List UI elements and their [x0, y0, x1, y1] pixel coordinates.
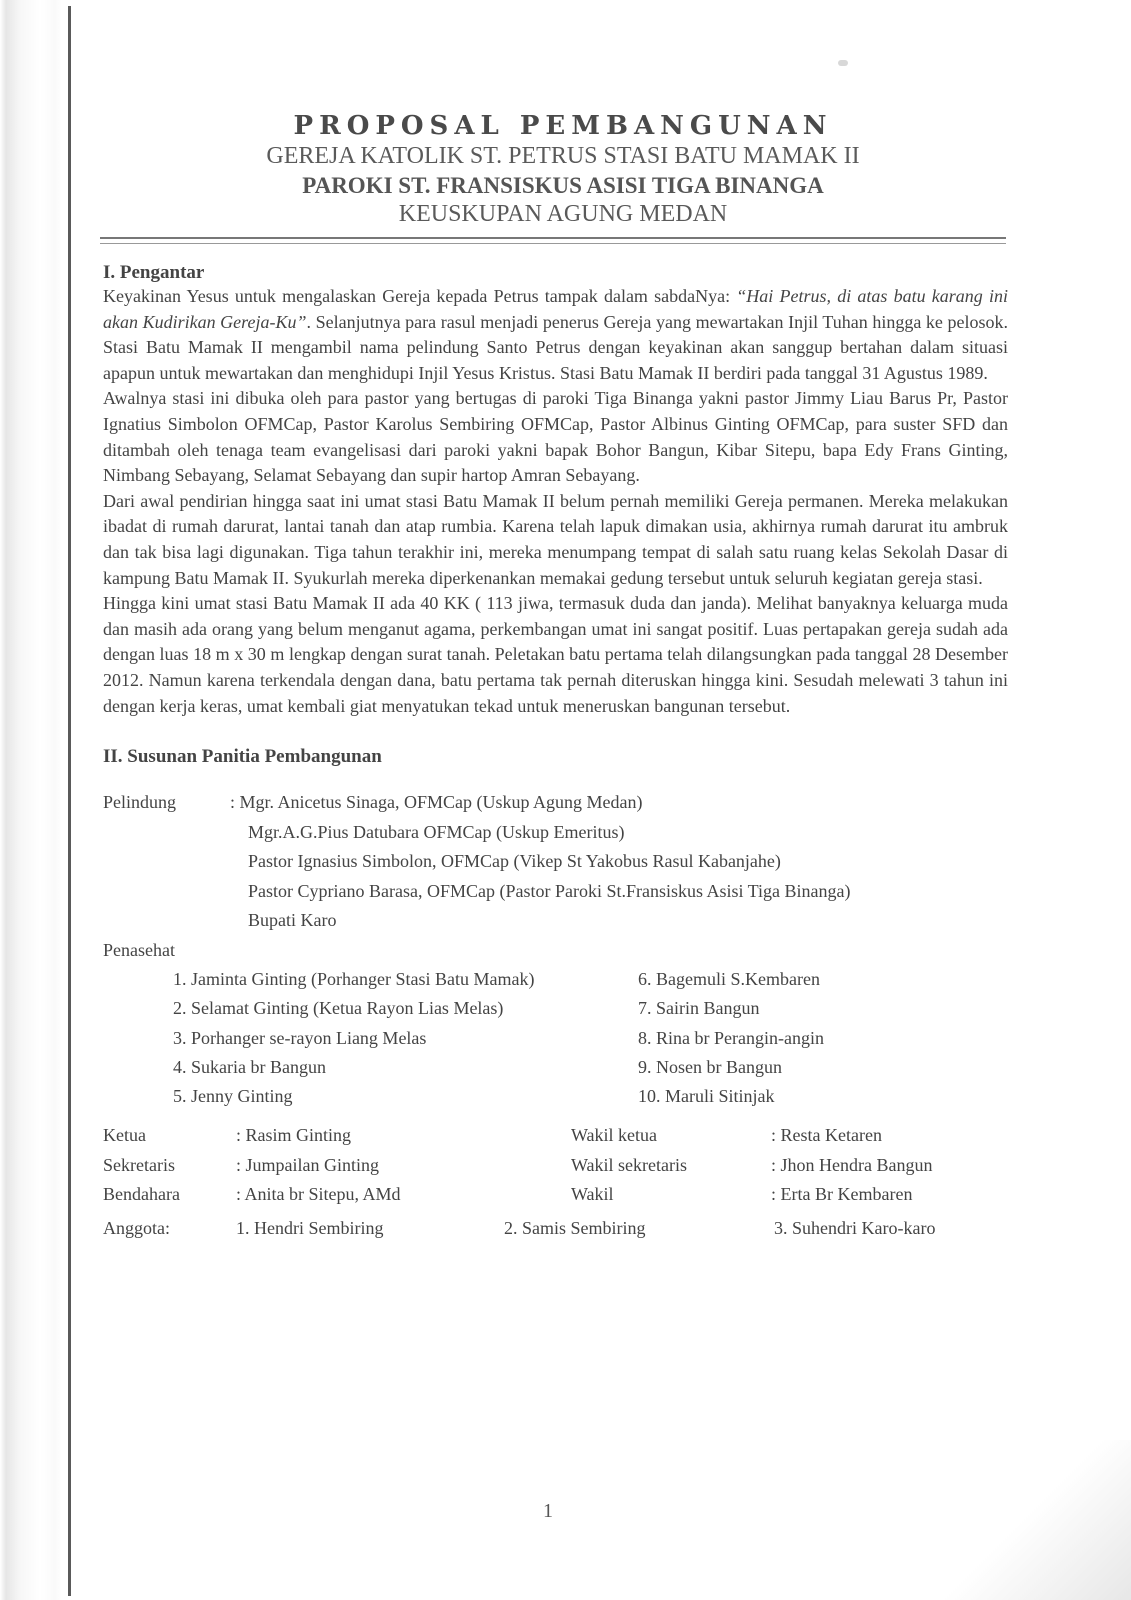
pelindung-block	[103, 788, 1008, 936]
pelindung-label: Pelindung	[103, 792, 177, 813]
pelindung-item: Pastor Cypriano Barasa, OFMCap (Pastor Paroki St.Fransiskus Asisi Tiga Binanga)	[248, 880, 851, 901]
section-heading-pengantar: I. Pengantar	[103, 262, 205, 283]
paragraph-1-text: Keyakinan Yesus untuk mengalaskan Gereja kepada Petrus tampak dalam sabdaNya:	[103, 286, 737, 306]
penasehat-item: 5. Jenny Ginting	[173, 1085, 293, 1106]
document-header	[98, 110, 1028, 229]
officer-label: Bendahara	[103, 1184, 180, 1205]
penasehat-item: 6. Bagemuli S.Kembaren	[638, 969, 820, 990]
pelindung-item: Bupati Karo	[248, 910, 337, 931]
penasehat-item: 7. Sairin Bangun	[638, 998, 760, 1019]
officers-table	[103, 1121, 1008, 1210]
penasehat-item: 9. Nosen br Bangun	[638, 1056, 782, 1077]
officer-label: Wakil sekretaris	[571, 1154, 688, 1175]
penasehat-item: 1. Jaminta Ginting (Porhanger Stasi Batu Mamak)	[173, 969, 535, 990]
paragraph-1-cont: . Selanjutnya para rasul menjadi penerus Gereja yang mewartakan Injil Tuhan hingga ke pelosok. Stasi Batu Mamak II mengambil nama pelindung Santo Petrus dengan keyakinan akan sanggup bertahan dalam situasi apapun untuk mewartakan dan menghidupi Injil Yesus Kristus. Stasi Batu Mamak II berdiri pada tanggal 31 Agustus 1989.	[103, 311, 1008, 383]
officer-value: : Resta Ketaren	[771, 1125, 882, 1146]
penasehat-item: 4. Sukaria br Bangun	[173, 1056, 326, 1077]
paragraph-3: Dari awal pendirian hingga saat ini umat stasi Batu Mamak II belum pernah memiliki Gereja permanen. Mereka melakukan ibadat di rumah darurat, lantai tanah dan atap rumbia. Karena telah lapuk dimakan usia, akhirnya rumah darurat itu ambruk dan tak bisa lagi digunakan. Tiga tahun terakhir ini, mereka menumpang tempat di salah satu ruang kelas Sekolah Dasar di kampung Batu Mamak II. Syukurlah mereka diperkenankan memakai gedung tersebut untuk seluruh kegiatan gereja stasi.	[103, 490, 1008, 588]
officer-value: : Jumpailan Ginting	[236, 1154, 379, 1175]
pelindung-item: Mgr.A.G.Pius Datubara OFMCap (Uskup Emeritus)	[248, 821, 625, 842]
paragraph-4: Hingga kini umat stasi Batu Mamak II ada 40 KK ( 113 jiwa, termasuk duda dan janda). Melihat banyaknya keluarga muda dan masih ada orang yang belum menganut agama, perkembangan umat ini sangat positif. Luas pertapakan gereja sudah ada dengan luas 18 m x 30 m lengkap dengan surat tanah. Peletakan batu pertama telah dilangsungkan pada tanggal 28 Desember 2012. Namun karena terkendala dengan dana, batu pertama tak pernah diteruskan hingga kini. Sesudah melewati 3 tahun ini dengan kerja keras, umat kembali giat menyatukan tekad untuk meneruskan bangunan tersebut.	[103, 593, 1008, 716]
officer-value: : Rasim Ginting	[236, 1125, 352, 1146]
officer-value: : Erta Br Kembaren	[771, 1184, 913, 1205]
paragraph-2: Awalnya stasi ini dibuka oleh para pastor yang bertugas di paroki Tiga Binanga yakni pastor Jimmy Liau Barus Pr, Pastor Ignatius Simbolon OFMCap, Pastor Karolus Sembiring OFMCap, Pastor Albinus Ginting OFMCap, para suster SFD dan ditambah oleh tenaga team evangelisasi dari paroki yakni bapak Bohor Bangun, Kibar Sitepu, bapa Edy Frans Ginting, Nimbang Sebayang, Selamat Sebayang dan supir hartop Amran Sebayang.	[103, 388, 1008, 486]
officer-label: Sekretaris	[103, 1154, 175, 1175]
subtitle-parish: PAROKI ST. FRANSISKUS ASISI TIGA BINANGA	[302, 173, 824, 198]
pelindung-item: Pastor Ignasius Simbolon, OFMCap (Vikep St Yakobus Rasul Kabanjahe)	[248, 851, 781, 872]
anggota-row	[103, 1218, 1008, 1239]
officer-value: : Anita br Sitepu, AMd	[236, 1184, 401, 1205]
anggota-item: 1. Hendri Sembiring	[236, 1217, 384, 1238]
page-number: 1	[543, 1500, 553, 1522]
pelindung-item: : Mgr. Anicetus Sinaga, OFMCap (Uskup Agung Medan)	[230, 792, 643, 813]
penasehat-list	[103, 965, 1008, 1111]
document-body	[103, 262, 1008, 1239]
penasehat-label: Penasehat	[103, 939, 175, 960]
subtitle-archdiocese: KEUSKUPAN AGUNG MEDAN	[398, 201, 728, 227]
anggota-item: 2. Samis Sembiring	[504, 1217, 646, 1238]
scan-binding-line	[68, 6, 71, 1596]
scan-smudge	[838, 60, 848, 66]
scripture-quote: “Hai Petrus, di atas batu karang ini akan Kudirikan Gereja-Ku”	[103, 286, 1008, 332]
header-divider	[100, 237, 1006, 244]
penasehat-item: 3. Porhanger se-rayon Liang Melas	[173, 1027, 427, 1048]
paragraph-1	[103, 284, 1008, 386]
scan-left-edge	[0, 0, 62, 1600]
penasehat-item: 8. Rina br Perangin-angin	[638, 1027, 824, 1048]
anggota-label: Anggota:	[103, 1217, 170, 1238]
officer-label: Wakil	[571, 1184, 614, 1205]
scan-corner-shadow	[871, 1440, 1131, 1600]
subtitle-church: GEREJA KATOLIK ST. PETRUS STASI BATU MAMAK II	[266, 143, 860, 169]
anggota-item: 3. Suhendri Karo-karo	[774, 1217, 936, 1238]
penasehat-item: 10. Maruli Sitinjak	[638, 1085, 775, 1106]
penasehat-item: 2. Selamat Ginting (Ketua Rayon Lias Melas)	[173, 998, 504, 1019]
officer-label: Ketua	[103, 1125, 146, 1146]
document-title: PROPOSAL PEMBANGUNAN	[293, 111, 833, 141]
officer-label: Wakil ketua	[571, 1125, 658, 1146]
officer-value: : Jhon Hendra Bangun	[771, 1154, 933, 1175]
section-heading-panitia: II. Susunan Panitia Pembangunan	[103, 746, 382, 768]
